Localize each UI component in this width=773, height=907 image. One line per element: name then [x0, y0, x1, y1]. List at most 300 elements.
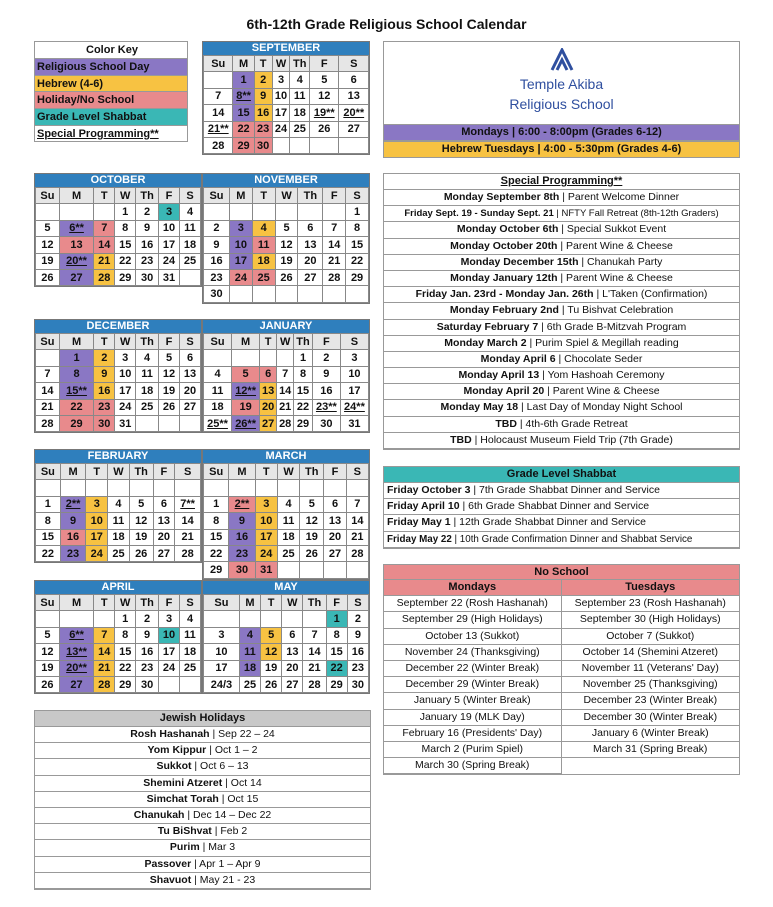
- calendar-day: 12: [36, 644, 60, 660]
- special-program-event: | Last Day of Monday Night School: [518, 401, 683, 414]
- weekday-label: Su: [36, 464, 61, 480]
- calendar-day: 22: [115, 660, 136, 676]
- calendar-day: 18: [277, 529, 299, 545]
- jewish-holiday-dates: | Oct 1 – 2: [206, 744, 258, 757]
- calendar-day: 24**: [340, 399, 368, 415]
- calendar-day: 24: [255, 545, 277, 561]
- calendar-day: 16: [60, 529, 86, 545]
- calendar-day: [36, 611, 60, 627]
- calendar-day: 5: [310, 72, 339, 88]
- weekday-label: Su: [204, 595, 240, 611]
- calendar-day: 12: [129, 513, 153, 529]
- jewish-holiday-item: [35, 727, 370, 743]
- calendar-day: 12: [275, 237, 298, 253]
- calendar-day: 4: [239, 627, 260, 643]
- calendar-day: 13: [298, 237, 323, 253]
- calendar-day: 22: [294, 399, 313, 415]
- calendar-day: 3: [229, 220, 252, 236]
- calendar-day: 28: [303, 676, 326, 692]
- weekday-label: M: [229, 188, 252, 204]
- calendar-may: [202, 580, 370, 694]
- no-school-mondays-header: Mondays: [384, 580, 562, 596]
- weekday-label: T: [94, 595, 115, 611]
- calendar-day: 25: [108, 545, 130, 561]
- calendar-day: 6: [282, 627, 303, 643]
- shabbat-date: Friday May 1: [387, 516, 451, 529]
- no-school-monday: September 29 (High Holidays): [384, 612, 562, 628]
- special-programming-title: Special Programming**: [384, 174, 739, 190]
- calendar-day: 20: [153, 529, 175, 545]
- calendar-day: 12**: [232, 383, 260, 399]
- weekday-label: M: [233, 56, 254, 72]
- special-program-item: [384, 336, 739, 352]
- special-program-item: [384, 352, 739, 368]
- month-header: SEPTEMBER: [203, 42, 369, 55]
- jewish-holiday-name: Passover: [144, 857, 192, 870]
- calendar-day: 24: [159, 253, 180, 269]
- special-program-item: [384, 255, 739, 271]
- calendar-day: 8: [204, 513, 229, 529]
- month-header: JANUARY: [203, 320, 369, 333]
- jewish-holiday-name: Rosh Hashanah: [130, 728, 210, 740]
- weekday-label: S: [340, 334, 368, 350]
- calendar-day: 28: [175, 545, 201, 561]
- calendar-day: 26: [36, 269, 60, 285]
- calendar-day: 21: [303, 660, 326, 676]
- weekday-label: F: [312, 334, 340, 350]
- calendar-day: 25: [252, 269, 275, 285]
- color-key-holiday: Holiday/No School: [35, 92, 187, 109]
- calendar-november: [202, 173, 370, 304]
- calendar-day: 21: [323, 253, 346, 269]
- calendar-day: 17: [159, 237, 180, 253]
- special-program-event: | Holocaust Museum Field Trip (7th Grade): [471, 433, 673, 446]
- calendar-day: 1: [233, 72, 254, 88]
- special-program-date: Monday January 12th: [450, 271, 558, 284]
- calendar-day: 23: [204, 269, 230, 285]
- calendar-day: [136, 415, 159, 431]
- shabbat-title: Grade Level Shabbat: [384, 467, 739, 483]
- calendar-day: 18: [290, 105, 310, 121]
- calendar-day: 17: [272, 105, 290, 121]
- calendar-day: 20: [180, 383, 201, 399]
- calendar-day: 2: [204, 220, 230, 236]
- weekday-label: F: [159, 595, 180, 611]
- weekday-label: Su: [204, 188, 230, 204]
- calendar-day: [324, 562, 346, 578]
- calendar-day: 23: [136, 660, 159, 676]
- calendar-day: 2**: [229, 496, 255, 512]
- jewish-holiday-dates: | Mar 3: [199, 841, 236, 854]
- weekday-label: M: [59, 334, 93, 350]
- temple-akiba-logo-icon: [549, 48, 575, 72]
- calendar-day: 31: [159, 269, 180, 285]
- calendar-day: 15: [326, 644, 347, 660]
- calendar-day: 26: [36, 676, 60, 692]
- calendar-day: 11: [290, 88, 310, 104]
- grade-level-shabbat: [383, 466, 740, 549]
- shabbat-item: [384, 499, 739, 515]
- special-program-item: [384, 384, 739, 400]
- jewish-holiday-item: [35, 759, 370, 775]
- special-program-date: Friday Jan. 23rd - Monday Jan. 26th: [415, 288, 594, 301]
- calendar-day: 2: [347, 611, 368, 627]
- calendar-day: 3: [340, 350, 368, 366]
- calendar-day: 18: [108, 529, 130, 545]
- jewish-holiday-dates: | Dec 14 – Dec 22: [184, 808, 272, 821]
- special-program-event: | 4th-6th Grade Retreat: [516, 417, 628, 430]
- calendar-day: [204, 350, 232, 366]
- calendar-day: 20: [298, 253, 323, 269]
- special-program-item: [384, 287, 739, 303]
- calendar-day: [108, 480, 130, 496]
- calendar-day: 19: [36, 660, 60, 676]
- calendar-day: 9: [60, 513, 86, 529]
- calendar-day: 14: [323, 237, 346, 253]
- calendar-day: 13: [260, 383, 277, 399]
- jewish-holidays: [34, 710, 371, 890]
- calendar-day: 10: [229, 237, 252, 253]
- calendar-day: [204, 480, 229, 496]
- calendar-day: 24: [272, 121, 290, 137]
- calendar-day: [300, 480, 324, 496]
- calendar-day: 12: [159, 366, 180, 382]
- calendar-day: 21: [94, 253, 115, 269]
- calendar-day: [272, 137, 290, 153]
- calendar-day: 26: [129, 545, 153, 561]
- calendar-day: 19**: [310, 105, 339, 121]
- calendar-day: [277, 562, 299, 578]
- weekday-label: F: [326, 595, 347, 611]
- calendar-day: 25: [180, 253, 201, 269]
- calendar-day: 19: [159, 383, 180, 399]
- special-program-event: | NFTY Fall Retreat (8th-12th Graders): [553, 208, 719, 220]
- calendar-day: 1: [346, 204, 369, 220]
- calendar-day: 30: [254, 137, 272, 153]
- calendar-march: [202, 449, 370, 580]
- no-school-tuesday: September 23 (Rosh Hashanah): [562, 596, 740, 612]
- calendar-day: 6**: [59, 220, 93, 236]
- calendar-day: 10: [255, 513, 277, 529]
- calendar-day: 7: [94, 220, 115, 236]
- calendar-january: [202, 319, 370, 433]
- calendar-day: 22: [59, 399, 93, 415]
- weekday-label: T: [94, 188, 115, 204]
- calendar-day: [159, 415, 180, 431]
- weekday-label: F: [323, 188, 346, 204]
- no-school-tuesday: January 6 (Winter Break): [562, 726, 740, 742]
- calendar-day: 9: [254, 88, 272, 104]
- calendar-day: 28: [346, 545, 368, 561]
- calendar-day: 8: [346, 220, 369, 236]
- calendar-day: 15: [204, 529, 229, 545]
- calendar-day: 20: [260, 399, 277, 415]
- mondays-schedule: Mondays | 6:00 - 8:00pm (Grades 6-12): [383, 124, 740, 141]
- calendar-day: 24: [115, 399, 136, 415]
- calendar-day: 1: [36, 496, 61, 512]
- no-school-monday: March 30 (Spring Break): [384, 758, 562, 774]
- calendar-day: 17: [229, 253, 252, 269]
- calendar-day: 16: [136, 644, 159, 660]
- weekday-label: M: [59, 595, 93, 611]
- special-program-date: Monday April 6: [480, 352, 556, 365]
- calendar-day: 3: [272, 72, 290, 88]
- calendar-day: [277, 350, 294, 366]
- calendar-day: 25: [290, 121, 310, 137]
- calendar-day: 4: [180, 204, 201, 220]
- weekday-label: W: [115, 334, 136, 350]
- calendar-day: [159, 676, 180, 692]
- calendar-day: 1: [294, 350, 313, 366]
- calendar-day: 17: [255, 529, 277, 545]
- jewish-holiday-item: [35, 808, 370, 824]
- calendar-day: 12: [36, 237, 60, 253]
- special-program-item: [384, 400, 739, 416]
- weekday-label: W: [115, 188, 136, 204]
- calendar-day: [339, 137, 369, 153]
- special-program-item: [384, 271, 739, 287]
- calendar-day: 17: [115, 383, 136, 399]
- calendar-day: [282, 611, 303, 627]
- calendar-day: [346, 286, 369, 302]
- special-program-event: | Parent Wine & Cheese: [557, 271, 673, 284]
- calendar-day: 18: [180, 237, 201, 253]
- weekday-label: Su: [36, 188, 60, 204]
- month-header: NOVEMBER: [203, 174, 369, 187]
- special-program-date: TBD: [495, 417, 517, 430]
- color-key-religious: Religious School Day: [35, 59, 187, 76]
- calendar-day: 25: [277, 545, 299, 561]
- calendar-day: 13: [339, 88, 369, 104]
- calendar-day: 2: [136, 204, 159, 220]
- calendar-day: 25**: [204, 415, 232, 431]
- jewish-holiday-dates: | May 21 - 23: [191, 873, 256, 886]
- calendar-day: 21: [346, 529, 368, 545]
- calendar-day: 20: [324, 529, 346, 545]
- shabbat-date: Friday May 22: [387, 533, 452, 545]
- weekday-label: M: [59, 188, 93, 204]
- weekday-label: S: [180, 188, 201, 204]
- month-header: DECEMBER: [35, 320, 201, 333]
- special-program-event: | Chocolate Seder: [555, 352, 643, 365]
- weekday-label: W: [108, 464, 130, 480]
- calendar-day: [59, 611, 93, 627]
- calendar-april: [34, 580, 202, 694]
- special-program-event: | Parent Wine & Cheese: [544, 385, 660, 398]
- calendar-day: 1: [326, 611, 347, 627]
- calendar-day: 4: [180, 611, 201, 627]
- calendar-day: [255, 480, 277, 496]
- special-program-date: Monday March 2: [444, 336, 527, 349]
- calendar-day: 30: [312, 415, 340, 431]
- jewish-holiday-name: Purim: [169, 841, 200, 854]
- no-school-tuesday: December 23 (Winter Break): [562, 693, 740, 709]
- calendar-day: 22: [204, 545, 229, 561]
- weekday-label: Su: [36, 595, 60, 611]
- color-key: [34, 41, 188, 142]
- shabbat-item: [384, 483, 739, 499]
- calendar-day: 1: [115, 204, 136, 220]
- tuesdays-schedule: Hebrew Tuesdays | 4:00 - 5:30pm (Grades 4-6): [383, 141, 740, 158]
- calendar-day: 7: [303, 627, 326, 643]
- weekday-label: M: [229, 464, 255, 480]
- weekday-label: T: [255, 464, 277, 480]
- calendar-day: 14: [94, 644, 115, 660]
- weekday-label: F: [310, 56, 339, 72]
- calendar-day: 3: [86, 496, 108, 512]
- special-program-item: [384, 417, 739, 433]
- weekday-label: Th: [300, 464, 324, 480]
- calendar-day: 24/3: [204, 676, 240, 692]
- calendar-day: [252, 204, 275, 220]
- shabbat-item: [384, 515, 739, 531]
- weekday-label: F: [153, 464, 175, 480]
- calendar-day: 5: [300, 496, 324, 512]
- calendar-day: 19: [36, 253, 60, 269]
- calendar-day: 30: [136, 676, 159, 692]
- weekday-label: T: [261, 595, 282, 611]
- calendar-day: 26: [310, 121, 339, 137]
- calendar-day: 27: [324, 545, 346, 561]
- calendar-day: 4: [252, 220, 275, 236]
- weekday-label: Th: [136, 188, 159, 204]
- calendar-day: 29: [204, 562, 229, 578]
- jewish-holiday-dates: | Apr 1 – Apr 9: [191, 857, 261, 870]
- calendar-day: 28: [94, 269, 115, 285]
- calendar-day: 16: [254, 105, 272, 121]
- special-program-date: Monday May 18: [440, 401, 519, 414]
- calendar-day: [180, 269, 201, 285]
- calendar-day: 27: [339, 121, 369, 137]
- calendar-day: [204, 204, 230, 220]
- calendar-day: [260, 350, 277, 366]
- calendar-day: 27: [282, 676, 303, 692]
- calendar-day: 21: [94, 660, 115, 676]
- weekday-label: W: [282, 595, 303, 611]
- calendar-day: 1: [59, 350, 93, 366]
- calendar-day: 10: [159, 220, 180, 236]
- shabbat-date: Friday October 3: [387, 484, 471, 496]
- calendar-day: 24: [86, 545, 108, 561]
- calendar-day: 19: [261, 660, 282, 676]
- calendar-day: 12: [300, 513, 324, 529]
- calendar-day: 15: [233, 105, 254, 121]
- calendar-day: 23: [347, 660, 368, 676]
- weekday-label: S: [339, 56, 369, 72]
- calendar-october: [34, 173, 202, 287]
- page-title: 6th-12th Grade Religious School Calendar: [246, 16, 527, 32]
- calendar-day: 26: [300, 545, 324, 561]
- special-program-event: | Purim Spiel & Megillah reading: [526, 336, 679, 349]
- calendar-day: 10: [272, 88, 290, 104]
- month-header: APRIL: [35, 581, 201, 594]
- calendar-day: [60, 480, 86, 496]
- calendar-day: 21: [175, 529, 201, 545]
- school-name: Religious School: [509, 96, 614, 112]
- calendar-day: 9: [136, 627, 159, 643]
- calendar-day: 16: [347, 644, 368, 660]
- calendar-day: 22: [346, 253, 369, 269]
- calendar-day: [36, 350, 60, 366]
- calendar-day: 29: [346, 269, 369, 285]
- calendar-day: [180, 676, 201, 692]
- calendar-day: 5: [261, 627, 282, 643]
- calendar-day: 22: [326, 660, 347, 676]
- calendar-day: 4: [136, 350, 159, 366]
- weekday-label: Th: [136, 334, 159, 350]
- month-header: MARCH: [203, 450, 369, 463]
- calendar-day: 18: [204, 399, 232, 415]
- month-header: FEBRUARY: [35, 450, 201, 463]
- calendar-day: 18: [252, 253, 275, 269]
- calendar-day: 11: [180, 627, 201, 643]
- calendar-day: 8**: [233, 88, 254, 104]
- calendar-day: 10: [340, 366, 368, 382]
- color-key-title: Color Key: [35, 42, 187, 59]
- calendar-day: [323, 204, 346, 220]
- calendar-day: 9: [312, 366, 340, 382]
- calendar-day: 27: [59, 269, 93, 285]
- calendar-day: [290, 137, 310, 153]
- no-school-monday: September 22 (Rosh Hashanah): [384, 596, 562, 612]
- no-school-monday: January 5 (Winter Break): [384, 693, 562, 709]
- calendar-day: 15: [115, 237, 136, 253]
- jewish-holiday-item: [35, 776, 370, 792]
- calendar-day: [94, 204, 115, 220]
- weekday-label: S: [180, 595, 201, 611]
- no-school-monday: December 29 (Winter Break): [384, 677, 562, 693]
- calendar-day: 14: [277, 383, 294, 399]
- special-program-date: Monday October 20th: [450, 239, 558, 252]
- calendar-day: 17: [86, 529, 108, 545]
- calendar-day: 13: [180, 366, 201, 382]
- special-program-item: [384, 320, 739, 336]
- calendar-day: [59, 204, 93, 220]
- calendar-day: 2: [254, 72, 272, 88]
- jewish-holiday-dates: | Oct 15: [218, 792, 259, 805]
- calendar-day: [298, 286, 323, 302]
- no-school-tuesday: October 14 (Shemini Atzeret): [562, 645, 740, 661]
- color-key-special: Special Programming**: [37, 127, 159, 140]
- calendar-day: 7: [94, 627, 115, 643]
- jewish-holiday-item: [35, 824, 370, 840]
- calendar-day: 14: [346, 513, 368, 529]
- calendar-day: [239, 611, 260, 627]
- weekday-label: Th: [290, 56, 310, 72]
- weekday-label: Th: [129, 464, 153, 480]
- no-school-monday: December 22 (Winter Break): [384, 661, 562, 677]
- calendar-day: 10: [115, 366, 136, 382]
- no-school-tuesday: December 30 (Winter Break): [562, 710, 740, 726]
- no-school: [383, 564, 740, 775]
- weekday-label: S: [347, 595, 368, 611]
- calendar-day: 29: [233, 137, 254, 153]
- calendar-day: [324, 480, 346, 496]
- calendar-day: 18: [136, 383, 159, 399]
- calendar-day: 9: [94, 366, 115, 382]
- special-program-event: | L'Taken (Confirmation): [593, 288, 708, 301]
- calendar-day: 4: [277, 496, 299, 512]
- month-header: MAY: [203, 581, 369, 594]
- calendar-day: 18: [180, 644, 201, 660]
- calendar-day: 6**: [59, 627, 93, 643]
- temple-name: Temple Akiba: [519, 76, 604, 92]
- calendar-day: 26: [275, 269, 298, 285]
- calendar-day: 8: [115, 627, 136, 643]
- calendar-day: [129, 480, 153, 496]
- calendar-day: 28: [94, 676, 115, 692]
- calendar-day: [204, 611, 240, 627]
